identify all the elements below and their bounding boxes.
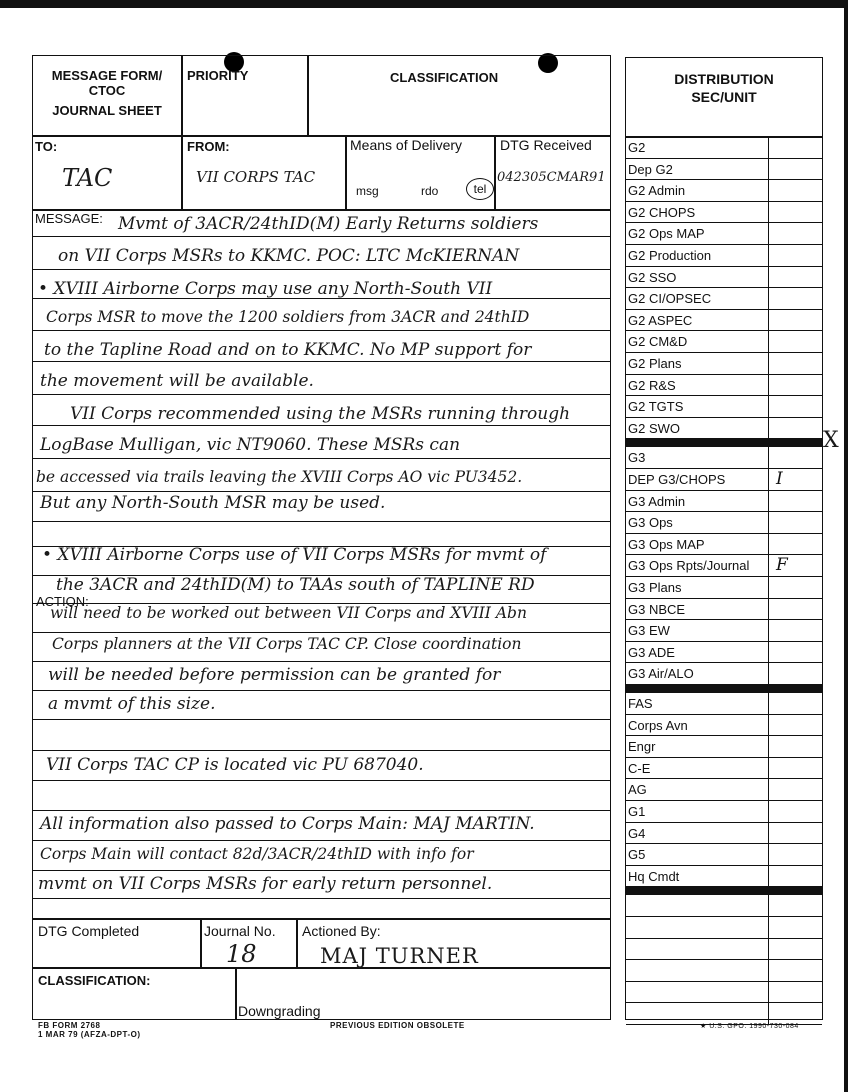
dtg-received-value: 042305CMAR91	[497, 170, 606, 185]
distribution-row	[626, 418, 822, 440]
to-from-divider	[32, 209, 611, 211]
ruled-line	[32, 330, 611, 331]
dtg-completed-label: DTG Completed	[38, 923, 140, 939]
distribution-row	[626, 137, 822, 159]
action-line: will be needed before permission can be granted for	[48, 665, 501, 685]
distribution-unit-name: FAS	[628, 696, 653, 711]
classification-bottom-label: CLASSIFICATION:	[38, 973, 151, 988]
message-line: LogBase Mulligan, vic NT9060. These MSRs can	[40, 435, 461, 455]
message-line: But any North-South MSR may be used.	[40, 493, 386, 513]
distribution-unit-name: G2	[628, 140, 646, 155]
distribution-mark-divider	[768, 758, 769, 779]
message-label: MESSAGE:	[35, 211, 103, 226]
ruled-line	[32, 780, 611, 781]
downgrading-label: Downgrading	[238, 1003, 321, 1019]
distribution-unit-name: G2 ASPEC	[628, 312, 693, 328]
distribution-mark-divider	[768, 310, 769, 331]
means-msg: msg	[356, 184, 379, 198]
distribution-mark-divider	[768, 491, 769, 512]
bottom-col-2	[296, 918, 298, 968]
ruled-line	[32, 870, 611, 871]
distribution-row	[626, 310, 822, 332]
distribution-mark: I	[776, 469, 783, 489]
distribution-unit-name: Corps Avn	[628, 717, 688, 733]
distribution-row	[626, 245, 822, 267]
distribution-mark-divider	[768, 866, 769, 887]
distribution-row	[626, 491, 822, 513]
distribution-mark-divider	[768, 534, 769, 555]
form-title	[36, 68, 178, 118]
ruled-line	[32, 840, 611, 841]
actioned-by-value: MAJ TURNER	[320, 944, 479, 968]
distribution-row	[626, 577, 822, 599]
ruled-line	[32, 269, 611, 270]
form-number	[38, 1021, 141, 1039]
action-line: Corps planners at the VII Corps TAC CP. Close coordination	[52, 635, 522, 653]
classification-label: CLASSIFICATION	[390, 70, 499, 85]
distribution-mark-divider	[768, 267, 769, 288]
distribution-row	[626, 159, 822, 181]
distribution-unit-name: G2 CHOPS	[628, 204, 696, 220]
distribution-header	[626, 70, 822, 106]
distribution-unit-name: G2 Admin	[628, 183, 686, 199]
distribution-unit-name: G3 Ops	[628, 515, 673, 531]
ruled-line	[32, 690, 611, 691]
distribution-unit-name: G2 CI/OPSEC	[628, 291, 712, 307]
form-title-line1: MESSAGE FORM/	[51, 68, 163, 83]
distribution-mark-divider	[768, 180, 769, 201]
distribution-mark: F	[776, 555, 788, 576]
distribution-unit-name: G2 CM&D	[628, 334, 688, 350]
distribution-row	[626, 447, 822, 469]
bottom-col-1	[200, 918, 202, 968]
distribution-mark-divider	[768, 663, 769, 684]
ruled-line	[32, 361, 611, 362]
message-line: be accessed via trails leaving the XVIII Corps AO vic PU3452.	[36, 468, 523, 486]
distribution-row	[626, 693, 822, 715]
message-line: the 3ACR and 24thID(M) to TAAs south of TAPLINE RD	[56, 575, 535, 595]
distribution-mark-divider	[768, 159, 769, 180]
distribution-mark-divider	[768, 715, 769, 736]
ruled-line	[32, 491, 611, 492]
action-label: ACTION:	[36, 594, 89, 609]
distribution-unit-name: G2 SSO	[628, 269, 677, 285]
distribution-row	[626, 469, 822, 491]
distribution-row	[626, 960, 822, 982]
distribution-unit-name: G3 Ops Rpts/Journal	[628, 558, 750, 574]
distribution-row	[626, 223, 822, 245]
to-from-col-3	[494, 135, 496, 209]
distribution-group-separator	[626, 887, 822, 895]
ruled-line	[32, 898, 611, 899]
action-line: will need to be worked out between VII Corps and XVIII Abn	[50, 604, 527, 622]
distribution-mark-divider	[768, 599, 769, 620]
distribution-mark-divider	[768, 375, 769, 396]
message-line: the movement will be available.	[40, 371, 314, 391]
distribution-header-line2: SEC/UNIT	[691, 89, 757, 105]
action-line: VII Corps TAC CP is located vic PU 687040.	[46, 755, 424, 775]
to-from-col-1	[181, 135, 183, 209]
distribution-group-separator	[626, 685, 822, 693]
distribution-mark-divider	[768, 823, 769, 844]
distribution-unit-name: G3 NBCE	[628, 601, 686, 617]
ruled-line	[32, 521, 611, 522]
distribution-unit-name: G3 ADE	[628, 644, 675, 660]
means-tel-circled: tel	[466, 178, 494, 200]
distribution-row	[626, 288, 822, 310]
distribution-row	[626, 534, 822, 556]
distribution-row	[626, 267, 822, 289]
to-label: TO:	[35, 139, 58, 154]
message-line: to the Tapline Road and on to KKMC. No MP support for	[44, 340, 532, 360]
distribution-unit-name: G2 TGTS	[628, 399, 684, 415]
distribution-unit-name: G3 Admin	[628, 493, 686, 509]
distribution-unit-name: G3 Ops MAP	[628, 536, 705, 552]
from-value: VII CORPS TAC	[196, 168, 316, 186]
distribution-mark-divider	[768, 418, 769, 439]
ruled-line	[32, 719, 611, 720]
means-rdo: rdo	[421, 184, 439, 198]
distribution-mark-divider	[768, 982, 769, 1003]
distribution-side-mark: X	[823, 428, 839, 453]
distribution-unit-name: G2 Plans	[628, 356, 682, 371]
distribution-mark-divider	[768, 801, 769, 822]
distribution-mark-divider	[768, 288, 769, 309]
distribution-header-line1: DISTRIBUTION	[674, 71, 774, 87]
message-line: Mvmt of 3ACR/24thID(M) Early Returns soldiers	[118, 214, 539, 234]
form-number-line1: FB FORM 2768	[38, 1021, 101, 1030]
from-label: FROM:	[187, 139, 230, 154]
distribution-row	[626, 512, 822, 534]
distribution-mark-divider	[768, 620, 769, 641]
distribution-row	[626, 396, 822, 418]
ruled-line	[32, 425, 611, 426]
gpo-note: ★ U.S. GPO: 1990-730-084	[700, 1023, 799, 1030]
distribution-row	[626, 736, 822, 758]
top-edge-bar	[0, 0, 848, 8]
distribution-mark-divider	[768, 396, 769, 417]
distribution-unit-name: DEP G3/CHOPS	[628, 472, 726, 487]
distribution-unit-name: C-E	[628, 760, 651, 776]
ruled-line	[32, 394, 611, 395]
header-col-2	[307, 55, 309, 135]
distribution-mark-divider	[768, 895, 769, 916]
to-value: TAC	[62, 164, 113, 192]
distribution-mark-divider	[768, 512, 769, 533]
distribution-unit-name: G2 Production	[628, 248, 712, 263]
distribution-mark-divider	[768, 642, 769, 663]
message-line: • XVIII Airborne Corps may use any North-South VII	[38, 279, 493, 299]
distribution-row	[626, 895, 822, 917]
distribution-mark-divider	[768, 939, 769, 960]
distribution-row	[626, 982, 822, 1004]
message-line: VII Corps recommended using the MSRs running through	[70, 404, 571, 424]
distribution-mark-divider	[768, 844, 769, 865]
distribution-mark-divider	[768, 555, 769, 576]
distribution-unit-name: G1	[628, 804, 646, 819]
action-line: Corps Main will contact 82d/3ACR/24thID with info for	[40, 845, 474, 863]
distribution-row	[626, 642, 822, 664]
journal-no-label: Journal No.	[204, 923, 276, 939]
ruled-line	[32, 632, 611, 633]
actioned-by-label: Actioned By:	[302, 923, 381, 939]
ruled-line	[32, 810, 611, 811]
form-title-line2: CTOC	[88, 83, 126, 98]
distribution-unit-name: Hq Cmdt	[628, 868, 680, 884]
distribution-mark-divider	[768, 331, 769, 352]
distribution-mark-divider	[768, 693, 769, 714]
action-line: a mvmt of this size.	[48, 694, 216, 714]
distribution-unit-name: AG	[628, 782, 647, 798]
form-title-line3: JOURNAL SHEET	[52, 103, 162, 118]
dtg-received-label: DTG Received	[500, 137, 592, 153]
distribution-row	[626, 779, 822, 801]
distribution-unit-name: G3 Air/ALO	[628, 666, 694, 682]
ruled-line	[32, 458, 611, 459]
distribution-unit-name: G3 Plans	[628, 580, 682, 595]
distribution-mark-divider	[768, 447, 769, 468]
distribution-row	[626, 663, 822, 685]
bottom-col-3	[235, 968, 237, 1020]
action-line: All information also passed to Corps Main: MAJ MARTIN.	[40, 814, 535, 834]
distribution-unit-name: G5	[628, 847, 646, 863]
distribution-row	[626, 758, 822, 780]
distribution-row	[626, 620, 822, 642]
distribution-row	[626, 939, 822, 961]
distribution-unit-name: G3 EW	[628, 623, 670, 639]
action-line: mvmt on VII Corps MSRs for early return personnel.	[38, 874, 493, 894]
distribution-row	[626, 353, 822, 375]
distribution-row	[626, 844, 822, 866]
right-edge-bar	[844, 0, 848, 1092]
distribution-unit-name: G3	[628, 450, 646, 466]
message-line: Corps MSR to move the 1200 soldiers from 3ACR and 24thID	[46, 308, 530, 326]
distribution-row	[626, 917, 822, 939]
distribution-mark-divider	[768, 960, 769, 981]
distribution-unit-name: Dep G2	[628, 161, 673, 177]
means-of-delivery-label: Means of Delivery	[350, 137, 463, 153]
distribution-unit-name: G2 R&S	[628, 377, 676, 393]
distribution-row	[626, 715, 822, 737]
header-col-1	[181, 55, 183, 135]
distribution-mark-divider	[768, 223, 769, 244]
distribution-row	[626, 823, 822, 845]
distribution-unit-name: G2 SWO	[628, 420, 681, 436]
message-line: on VII Corps MSRs to KKMC. POC: LTC McKIERNAN	[58, 246, 520, 266]
distribution-unit-name: Engr	[628, 739, 656, 755]
distribution-mark-divider	[768, 1003, 769, 1024]
distribution-mark-divider	[768, 736, 769, 757]
ruled-line	[32, 661, 611, 662]
previous-edition-note: PREVIOUS EDITION OBSOLETE	[330, 1021, 465, 1030]
message-line: • XVIII Airborne Corps use of VII Corps MSRs for mvmt of	[42, 545, 547, 565]
distribution-mark-divider	[768, 577, 769, 598]
distribution-row	[626, 331, 822, 353]
ruled-line	[32, 750, 611, 751]
distribution-group-separator	[626, 439, 822, 447]
distribution-mark-divider	[768, 245, 769, 266]
distribution-row	[626, 801, 822, 823]
ruled-line	[32, 236, 611, 237]
distribution-mark-divider	[768, 779, 769, 800]
distribution-row	[626, 202, 822, 224]
distribution-row	[626, 555, 822, 577]
distribution-row	[626, 599, 822, 621]
form-number-line2: 1 MAR 79 (AFZA-DPT-O)	[38, 1030, 141, 1039]
distribution-mark-divider	[768, 202, 769, 223]
distribution-mark-divider	[768, 353, 769, 374]
journal-no-value: 18	[226, 940, 257, 968]
distribution-mark-divider	[768, 469, 769, 490]
distribution-unit-name: G2 Ops MAP	[628, 226, 705, 242]
distribution-mark-divider	[768, 137, 769, 158]
distribution-row	[626, 866, 822, 888]
distribution-mark-divider	[768, 917, 769, 938]
to-from-col-2	[345, 135, 347, 209]
bottom-divider	[32, 918, 611, 920]
distribution-unit-name: G4	[628, 825, 646, 841]
distribution-row	[626, 180, 822, 202]
distribution-row	[626, 375, 822, 397]
priority-label: PRIORITY	[187, 68, 249, 83]
